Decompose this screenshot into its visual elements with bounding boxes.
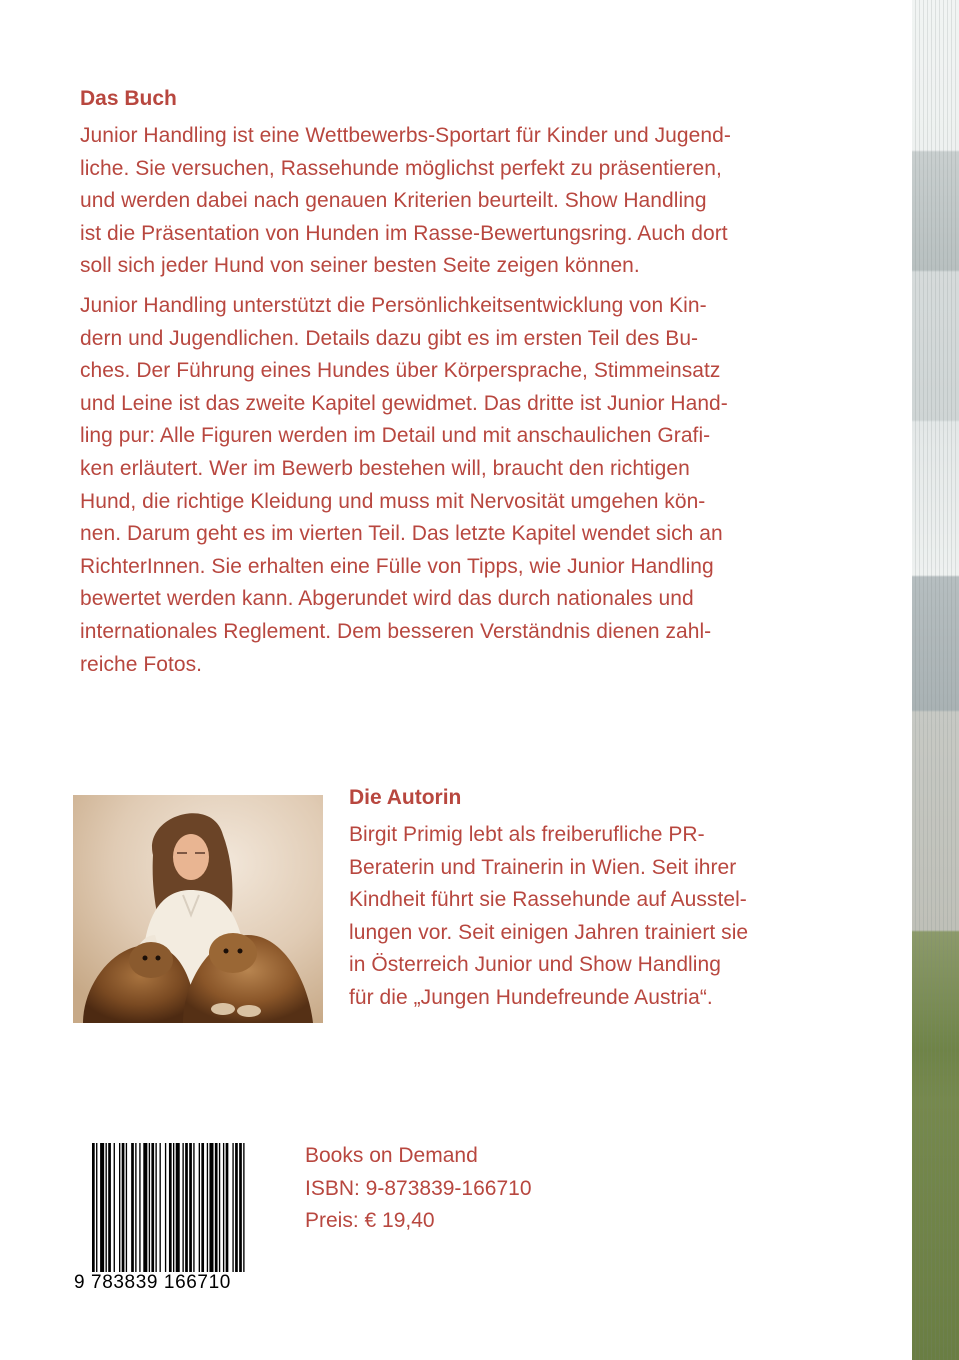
barcode-bar [235, 1143, 238, 1273]
barcode-bar [219, 1143, 220, 1273]
barcode-bar [139, 1143, 140, 1273]
author-section-heading: Die Autorin [349, 786, 462, 809]
barcode-bar [114, 1143, 115, 1273]
text-line: ches. Der Führung eines Hundes über Körpersprache, Stimmeinsatz [80, 359, 721, 383]
book-section-heading: Das Buch [80, 87, 177, 110]
barcode-bar [232, 1143, 233, 1273]
text-line: ken erläutert. Wer im Bewerb bestehen will, braucht den richtigen [80, 456, 690, 480]
text-line: und Leine ist das zweite Kapitel gewidmet. Das dritte ist Junior Hand- [80, 391, 728, 415]
text-line: Hund, die richtige Kleidung und muss mit Nervosität umgehen kön- [80, 489, 706, 513]
cover-edge-image-strip [912, 0, 959, 1360]
barcode-bar [189, 1143, 192, 1273]
barcode-bar [239, 1143, 242, 1291]
text-line: internationales Reglement. Dem besseren Verständnis dienen zahl- [80, 619, 712, 643]
text-line: soll sich jeder Hund von seiner besten Seite zeigen können. [80, 254, 640, 278]
text-line: bewertet werden kann. Abgerundet wird das durch nationales und [80, 587, 694, 611]
barcode-digits: 9 783839 166710 [72, 1272, 270, 1294]
author-bio [349, 819, 748, 1015]
text-line: ling pur: Alle Figuren werden im Detail und mit anschaulichen Grafi- [80, 424, 711, 448]
publisher-info [305, 1140, 532, 1238]
barcode-bar [155, 1143, 156, 1273]
text-line: RichterInnen. Sie erhalten eine Fülle von Tipps, wie Junior Handling [80, 554, 714, 578]
text-line: Junior Handling ist eine Wettbewerbs-Sportart für Kinder und Jugend- [80, 124, 731, 147]
barcode-bar [151, 1143, 154, 1273]
text-line: für die „Jungen Hundefreunde Austria“. [349, 985, 713, 1009]
text-line: Beraterin und Trainerin in Wien. Seit ihrer [349, 855, 737, 879]
publisher-name: Books on Demand [305, 1144, 478, 1167]
barcode-bar [199, 1143, 200, 1273]
barcode-bar [131, 1143, 134, 1273]
barcode-bar [201, 1143, 204, 1273]
barcode-bar [173, 1143, 174, 1273]
barcode-bar [122, 1143, 125, 1273]
book-description-paragraph-1 [80, 120, 731, 283]
text-line: lungen vor. Seit einigen Jahren trainiert sie [349, 920, 749, 944]
isbn-label: ISBN: 9-873839-166710 [305, 1176, 532, 1200]
text-line: in Österreich Junior und Show Handling [349, 953, 721, 977]
barcode-bar [207, 1143, 208, 1273]
barcode-bar [106, 1143, 107, 1273]
barcode-bar [182, 1143, 183, 1273]
text-line: Junior Handling unterstützt die Persönlichkeitsentwicklung von Kin- [80, 294, 707, 317]
barcode-bar [96, 1143, 97, 1291]
barcode-bar [135, 1143, 136, 1273]
barcode-bar [165, 1143, 166, 1291]
barcode-bar [119, 1143, 120, 1273]
text-line: nen. Darum geht es im vierten Teil. Das letzte Kapitel wendet sich an [80, 522, 723, 546]
text-line: reiche Fotos. [80, 652, 203, 676]
barcode-bar [108, 1143, 111, 1273]
barcode-bar [243, 1143, 244, 1291]
text-line: ist die Präsentation von Hunden im Rasse-Bewertungsring. Auch dort [80, 221, 728, 245]
barcode-bar [215, 1143, 218, 1273]
book-description-paragraph-2 [80, 290, 728, 681]
barcode-bar [126, 1143, 127, 1273]
barcode-bar [209, 1143, 213, 1273]
text-line: Birgit Primig lebt als freiberufliche PR- [349, 823, 705, 846]
barcode-bar [176, 1143, 180, 1273]
barcode-bar [100, 1143, 104, 1273]
text-line: liche. Sie versuchen, Rassehunde möglichst perfekt zu präsentieren, [80, 156, 722, 180]
isbn-barcode [72, 1143, 278, 1293]
author-photo [73, 795, 323, 1023]
barcode-bar [143, 1143, 147, 1273]
text-line: dern und Jugendlichen. Details dazu gibt es im ersten Teil des Bu- [80, 326, 699, 350]
barcode-bar [149, 1143, 150, 1273]
barcode-bar [193, 1143, 194, 1273]
barcode-bar [185, 1143, 188, 1273]
barcode-bar [223, 1143, 224, 1273]
barcode-bar [160, 1143, 161, 1273]
barcode-bar [226, 1143, 229, 1273]
text-line: Kindheit führt sie Rassehunde auf Ausstel- [349, 888, 747, 912]
price-label: Preis: € 19,40 [305, 1209, 435, 1233]
author-portrait-icon [73, 795, 323, 1023]
barcode-bar [169, 1143, 172, 1291]
text-line: und werden dabei nach genauen Kriterien beurteilt. Show Handling [80, 189, 707, 213]
barcode-bar [92, 1143, 95, 1291]
